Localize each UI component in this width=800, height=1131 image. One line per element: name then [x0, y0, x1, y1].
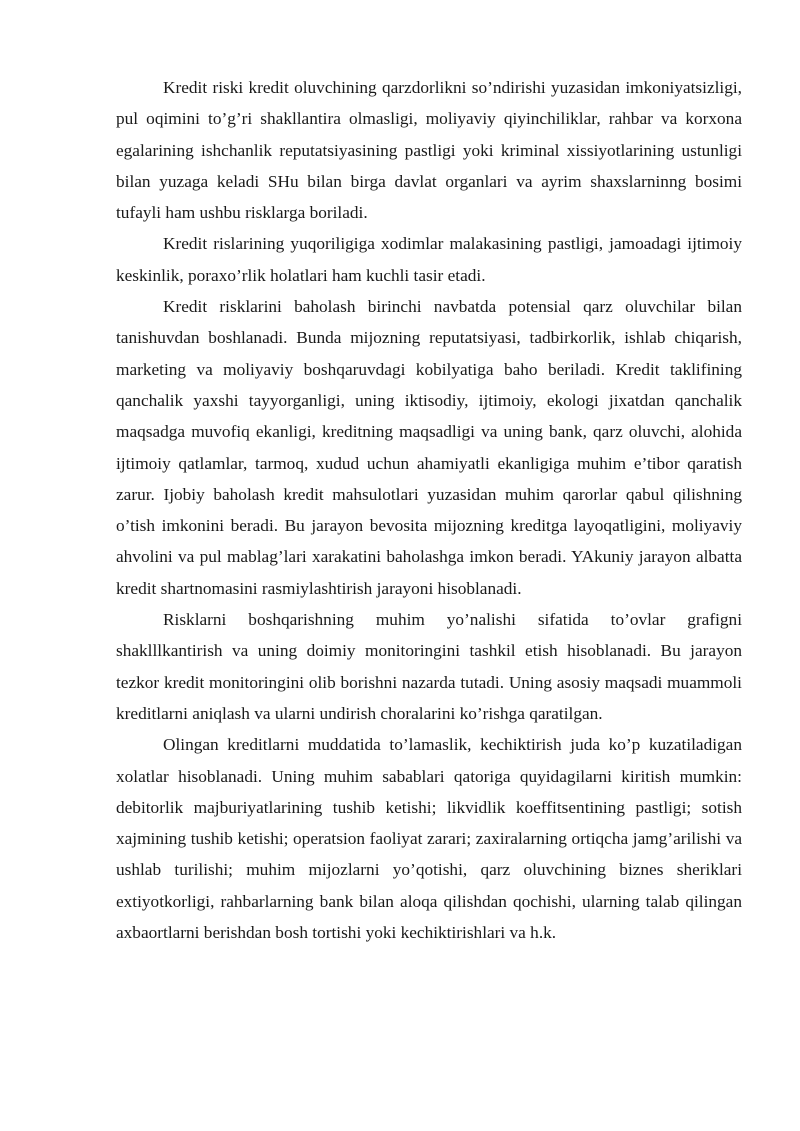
- paragraph-late-repayment-causes: Olingan kreditlarni muddatida to’lamaslik, kechiktirish juda ko’p kuzatiladigan xolatlar hisoblanadi. Uning muhim sabablari qatoriga quyidagilarni kiritish mumkin: debitorlik majburiyatlarining tushib ketishi; likvidlik koeffitsentining pastligi; sotish xajmining tushib ketishi; operatsion faoliyat zarari; zaxiralarning ortiqcha jamg’arilishi va ushlab turilishi; muhim mijozlarni yo’qotishi, qarz oluvchining biznes sheriklari extiyotkorligi, rahbarlarning bank bilan aloqa qilishdan qochishi, ularning talab qilingan axbaortlarni berishdan bosh tortishi yoki kechiktirishlari va h.k.: [116, 735, 742, 943]
- document-page: [116, 72, 742, 948]
- paragraph-credit-risk-definition: Kredit riski kredit oluvchining qarzdorlikni so’ndirishi yuzasidan imkoniyatsizligi, pul oqimini to’g’ri shakllantira olmasligi, moliyaviy qiyinchiliklar, rahbar va korxona egalarining ishchanlik reputatsiyasining pastligi yoki kriminal xissiyotlarining ustunligi bilan yuzaga keladi SHu bilan birga davlat organlari va ayrim shaxslarninng bosimi tufayli ham ushbu risklarga boriladi.: [116, 78, 742, 223]
- paragraph-credit-risk-assessment: Kredit risklarini baholash birinchi navbatda potensial qarz oluvchilar bilan tanishuvdan boshlanadi. Bunda mijozning reputatsiyasi, tadbirkorlik, ishlab chiqarish, marketing va moliyaviy boshqaruvdagi kobilyatiga baho beriladi. Kredit taklifining qanchalik yaxshi tayyorganligi, uning iktisodiy, ijtimoiy, ekologi jixatdan qanchalik maqsadga muvofiq ekanligi, kreditning maqsadligi va uning bank, qarz oluvchi, alohida ijtimoiy qatlamlar, tarmoq, xudud uchun ahamiyatli ekanligiga muhim e’tibor qaratish zarur. Ijobiy baholash kredit mahsulotlari yuzasidan muhim qarorlar qabul qilishning o’tish imkonini beradi. Bu jarayon bevosita mijozning kreditga layoqatligini, moliyaviy ahvolini va pul mablag’lari xarakatini baholashga imkon beradi. YAkuniy jarayon albatta kredit shartnomasini rasmiylashtirish jarayoni hisoblanadi.: [116, 297, 742, 598]
- paragraph-risk-management-monitoring: Risklarni boshqarishning muhim yo’nalishi sifatida to’ovlar grafigni shaklllkantirish va uning doimiy monitoringini tashkil etish hisoblanadi. Bu jarayon tezkor kredit monitoringini olib borishni nazarda tutadi. Uning asosiy maqsadi muammoli kreditlarni aniqlash va ularni undirish choralarini ko’rishga qaratilgan.: [116, 610, 742, 723]
- paragraph-credit-risk-factors: Kredit rislarining yuqoriligiga xodimlar malakasining pastligi, jamoadagi ijtimoiy keskinlik, poraxo’rlik holatlari ham kuchli tasir etadi.: [116, 234, 742, 285]
